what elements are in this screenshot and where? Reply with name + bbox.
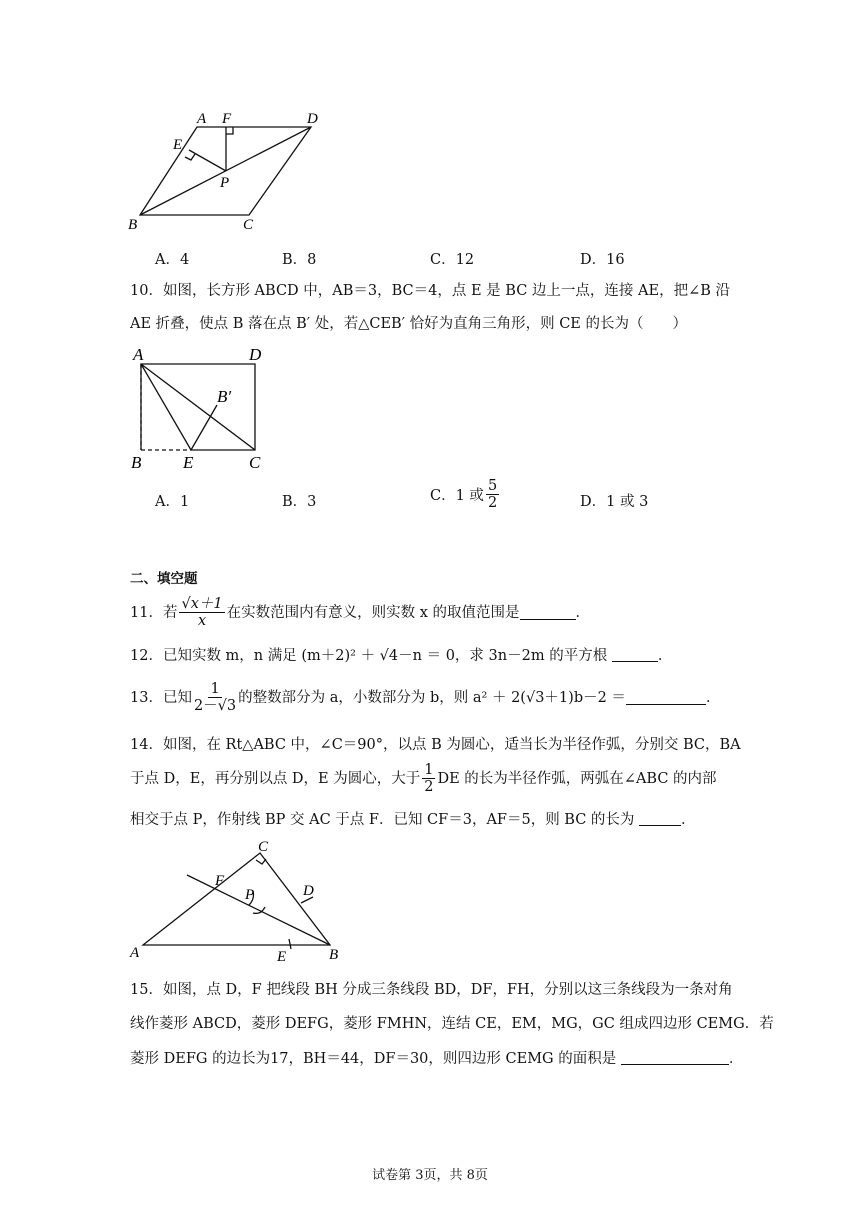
label-E: E [173, 137, 183, 153]
q10-option-c-fraction [486, 478, 499, 511]
q14-line2-suffix: DE 的长为半径作弧，两弧在∠ABC 的内部 [437, 770, 717, 787]
q14-text-line3: 相交于点 P，作射线 BP 交 AC 于点 F．已知 CF＝3，AF＝5，则 BC 的长为 ． [130, 812, 696, 828]
q10-option-d: D．1 或 3 [580, 494, 649, 510]
label-F: F [222, 111, 232, 127]
q10-text-line2: AE 折叠，使点 B 落在点 B′ 处，若△CEB′ 恰好为直角三角形，则 CE 的长为（ ） [130, 316, 687, 332]
q10-option-b: B．3 [282, 494, 317, 510]
label-C: C [249, 453, 261, 472]
q15-line3-text: 菱形 DEFG 的边长为17，BH＝44，DF＝30，则四边形 CEMG 的面积是 [130, 1051, 617, 1067]
figure-q10-rectangle [125, 340, 285, 475]
q14-text-line1: 14．如图，在 Rt△ABC 中，∠C＝90°，以点 B 为圆心，适当长为半径作弧，分别交 BC，BA [130, 737, 741, 753]
fraction-denominator: 2 [424, 779, 434, 795]
q14-fraction [422, 762, 435, 795]
q9-option-c: C．12 [430, 252, 475, 268]
label-F: F [215, 873, 225, 889]
q11-prefix: 11．若 [130, 604, 178, 621]
q12: 12．已知实数 m，n 满足 (m＋2)² ＋ √4－n ＝ 0，求 3n－2m 的平方根 ． [130, 648, 673, 664]
q15-text-line2: 线作菱形 ABCD，菱形 DEFG，菱形 FMHN，连结 CE，EM，MG，GC 组成四边形 CEMG．若 [130, 1016, 774, 1032]
page-footer: 试卷第 3页，共 8页 [372, 1168, 488, 1183]
label-E: E [183, 453, 194, 472]
fraction-numerator: 1 [424, 762, 434, 778]
label-D: D [307, 111, 318, 127]
answer-blank[interactable] [626, 690, 706, 705]
q14-line3-text: 相交于点 P，作射线 BP 交 AC 于点 F．已知 CF＝3，AF＝5，则 BC 的长为 [130, 812, 635, 828]
fraction-denominator: x [197, 613, 207, 629]
fraction-denominator: 2 [487, 495, 498, 511]
figure-q9-parallelogram [125, 105, 345, 235]
q9-option-d: D．16 [580, 252, 625, 268]
q9-option-a: A．4 [155, 252, 190, 268]
label-D: D [249, 345, 262, 364]
q13-fraction [194, 681, 236, 714]
answer-blank[interactable] [621, 1050, 729, 1065]
q10-text-line1: 10．如图，长方形 ABCD 中，AB＝3，BC＝4，点 E 是 BC 边上一点，连接 AE，把∠B 沿 [130, 283, 730, 299]
q9-option-b: B．8 [282, 252, 317, 268]
label-P: P [220, 175, 230, 191]
label-B: B [329, 947, 339, 963]
answer-blank[interactable] [639, 811, 681, 826]
fraction-numerator: √x＋1 [181, 596, 223, 612]
fraction-numerator: 1 [210, 681, 220, 697]
fraction-numerator: 5 [487, 478, 498, 494]
label-P: P [245, 887, 255, 903]
label-C: C [258, 839, 269, 855]
label-B: B [131, 453, 142, 472]
answer-blank[interactable] [520, 605, 576, 620]
q14-line2-prefix: 于点 D，E，再分别以点 D，E 为圆心，大于 [130, 770, 421, 787]
label-E: E [277, 949, 287, 965]
label-A: A [197, 111, 207, 127]
q12-text: 12．已知实数 m，n 满足 (m＋2)² ＋ √4－n ＝ 0，求 3n－2m 的平方根 [130, 648, 608, 664]
label-D: D [303, 883, 314, 899]
q13-prefix: 13．已知 [130, 689, 192, 706]
q10-option-c [430, 478, 501, 511]
answer-blank[interactable] [612, 647, 658, 662]
q10-option-a: A．1 [155, 494, 190, 510]
section-title: 二、填空题 [130, 571, 198, 587]
q11-suffix: 在实数范围内有意义，则实数 x 的取值范围是 [226, 604, 520, 621]
q13-suffix: 的整数部分为 a，小数部分为 b，则 a² ＋ 2(√3＋1)b－2 ＝ [238, 689, 626, 706]
q15-text-line3: 菱形 DEFG 的边长为17，BH＝44，DF＝30，则四边形 CEMG 的面积是 ． [130, 1051, 744, 1067]
label-B-prime: B′ [217, 387, 232, 406]
figure-q14-triangle [125, 835, 355, 970]
label-A: A [133, 345, 144, 364]
label-A: A [130, 945, 140, 961]
q14-text-line2 [130, 762, 717, 795]
q11: 11．若 $\frac{√x+1}{x}$ 在实数范围内有意义，则实数 x 的取值范围是 ． [130, 596, 591, 629]
fraction-denominator: 2－√3 [193, 698, 237, 714]
q11-fraction [179, 596, 224, 629]
q15-text-line1: 15．如图，点 D，F 把线段 BH 分成三条线段 BD，DF，FH，分别以这三条线段为一条对角 [130, 982, 733, 998]
label-C: C [243, 217, 254, 233]
label-B: B [128, 217, 138, 233]
q10-option-c-label: C．1 或 [430, 488, 484, 504]
q13: 13．已知 $\frac{1}{2-√3}$ 的整数部分为 a，小数部分为 b，则 a² ＋ 2(√3＋1)b－2 ＝ ． [130, 681, 721, 714]
